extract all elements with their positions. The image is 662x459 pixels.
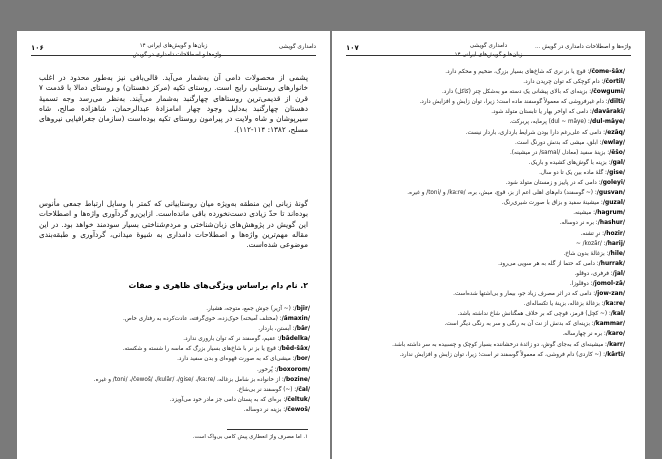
- entry-definition: (مختلف آمیخته) خوک‌زده، خوی‌گرفته، عادت‌کرده به رفتاری خاص.: [123, 316, 278, 323]
- list-item: /čewoš/: بزینه نر دوساله.: [243, 406, 310, 413]
- entry-definition: (~) گوسفند نر بی‌شاخ.: [236, 386, 293, 393]
- entry-definition: بزینه‌ای که بدنش از نت آن به رنگی و سر به رنگی دیگر است.: [444, 321, 590, 328]
- entry-term: /dul-māye/: [589, 119, 625, 126]
- entry-definition: میشینه‌ای که به‌جای گوش، دو زائدهٔ درخشاننده بسیار کوچک و چسبیده به سر داشته باشد.: [392, 341, 604, 348]
- entry-term: /hozir/: [604, 230, 625, 237]
- entry-definition: بزینهٔ سفید (معادل /samal/ در میشینه).: [510, 149, 606, 156]
- list-item: /ezāq/: دامی که علی‌رغم دارا بودن شرایط بارداری، باردار نیست.: [465, 129, 625, 136]
- page-header: [346, 41, 631, 65]
- entry-definition: ابلق، میشی که بدنش دورنگ است.: [515, 139, 598, 146]
- entry-definition: بره‌ای که به پستان دامی جز مادر خود می‌آویزد.: [169, 396, 282, 403]
- entry-definition: فرفری، دوقلو.: [574, 270, 609, 277]
- footnote-rule: [227, 429, 308, 430]
- list-item: /harij/: /kozăr/ ~: [576, 240, 625, 247]
- list-item: /gal/: بزینه با گوش‌های کشیده و باریک.: [528, 159, 625, 166]
- entry-list: [35, 304, 310, 415]
- left-page: [17, 31, 330, 459]
- entry-definition: میشینهٔ سفید و بزاق با صورت شیری‌رنگ.: [501, 200, 600, 207]
- entry-definition: دامی که حتما از گله به هر سویی می‌رود.: [498, 260, 595, 267]
- entry-definition: میشینه.: [573, 210, 592, 217]
- header-title: دامداری گویشی: [469, 43, 508, 49]
- body-paragraph: پشمی از محصولات دامی آن به‌شمار می‌آید. قالی‌بافی نیز به‌طور محدود در اغلب خانوارهای روستایی رایج است. روستای تکیه (مرکز دهستان) و روستای دمالا با قدمت ۷ قرن از قدیمی‌ترین روستاهای چهارگنبد به‌شمار می‌آیند. به‌نظر می‌رسد وجه تسمیهٔ دهستان چهارگنبد به‌دلیل وجود چهار امامزادهٔ عبدالرحمان، شاهزاده صالح، شاه سیرپوشان و شاه ولایت در پیرامون روستای تکیه بوده‌است (سازمان جغرافیایی نیروهای مسلح، ۱۳۸۲: ۱۱۴-۱۱۲).: [39, 73, 308, 134]
- entry-definition: بره نر چهارساله.: [562, 331, 603, 338]
- list-item: /kammar/: بزینه‌ای که بدنش از نت آن به رنگی و سر به رنگی دیگر است.: [444, 321, 625, 328]
- entry-definition: بره نر دوساله.: [559, 220, 594, 227]
- entry-term: /guzal/: [602, 200, 625, 207]
- entry-term: /čome-šāx/: [589, 69, 625, 75]
- entry-definition: عقیم، گوسفند نر که توان باروری ندارد.: [183, 336, 276, 343]
- entry-definition: پُرخور.: [257, 366, 273, 373]
- entry-definition: نرِ تشنه.: [580, 230, 601, 237]
- entry-term: /čowgumi/: [591, 89, 625, 96]
- entry-term: /ămaxin/: [281, 316, 310, 323]
- list-item: /čowgumi/: بزینه‌ای که بالای پیشانی یک دسته مو به‌شکل چتر (کاکل) دارد.: [441, 89, 625, 96]
- entry-term: /boxorom/: [276, 366, 310, 373]
- header-section: واژه‌ها و اصطلاحات دامداری در گویش ...: [535, 44, 631, 50]
- header-subtitle: زبان‌ها و گویش‌های ایرانی ۱۴: [454, 52, 523, 58]
- list-item: /goleyi/: دامی که در پاییز و زمستان متولد شود.: [505, 180, 625, 187]
- list-item: /jomol-zā/: دوقلوزا.: [569, 280, 625, 287]
- list-item: /hagrum/: میشینه.: [573, 210, 625, 217]
- header-section: دامداری گویشی: [278, 44, 316, 50]
- entry-term: /čewoš/: [285, 406, 310, 413]
- list-item: /ewlay/: ابلق، میشی که بدنش دورنگ است.: [515, 139, 625, 146]
- list-item: /čortil/: دام کوچکی که توان چریدن دارد.: [523, 79, 625, 86]
- entry-term: /karr/: [606, 341, 625, 348]
- entry-definition: قوچ یا بز نر با شاخ‌های بسیار بزرگ که ماسه را شسته و شکسته.: [122, 346, 276, 353]
- entry-term: /čeltuk/: [285, 396, 310, 403]
- entry-term: /goleyi/: [600, 180, 625, 187]
- header-rule: [346, 55, 631, 56]
- entry-term: /davāraki/: [591, 109, 625, 116]
- entry-definition: بزینه نر دوساله.: [243, 406, 282, 413]
- list-item: /čeltuk/: بره‌ای که به پستان دامی جز مادر خود می‌آویزد.: [169, 396, 310, 403]
- list-item: /hile/: بزغالهٔ بدون شاخ.: [563, 250, 625, 257]
- entry-term: /jal/: [612, 270, 625, 277]
- list-item: /bādelka/: عقیم، گوسفند نر که توان باروری ندارد.: [183, 336, 310, 343]
- list-item: /jal/: فرفری، دوقلو.: [574, 270, 625, 277]
- list-item: /ămaxin/: (مختلف آمیخته) خوک‌زده، خوی‌گرفته، عادت‌کرده به رفتاری خاص.: [123, 316, 310, 323]
- list-item: /karr/: میشینه‌ای که به‌جای گوش، دو زائدهٔ درخشاننده بسیار کوچک و چسبیده به سر داشته باشد.: [392, 341, 625, 348]
- entry-definition: بزینه‌ای که بالای پیشانی یک دسته مو به‌شکل چتر (کاکل) دارد.: [441, 89, 588, 96]
- entry-term: /kārti/: [605, 351, 625, 358]
- list-item: /hashur/: بره نر دوساله.: [559, 220, 625, 227]
- page-number: ۱۰۷: [346, 44, 359, 52]
- entry-term: /bēd-šāx/: [279, 346, 310, 353]
- list-item: /guzal/: میشینهٔ سفید و بزاق با صورت شیری‌رنگ.: [501, 200, 625, 207]
- entry-definition: میشی‌ای که به صورت قهوه‌ای و بدن سفید دارد.: [177, 356, 291, 363]
- entry-definition: (~ گوسفند) دام‌های اهلی اعم از بز، قوچ، میش، بره، /ka:re/ و /toni/ و غیره.: [407, 190, 594, 197]
- entry-term: /čortil/: [603, 79, 625, 86]
- list-item: /dul-māye/: (dul ~ māye) پرمایه، پربرکت.: [509, 119, 625, 126]
- entry-term: /jomol-zā/: [592, 280, 625, 287]
- list-item: /hozir/: نرِ تشنه.: [580, 230, 625, 237]
- entry-term: /bor/: [294, 356, 310, 363]
- entry-term: /gusvan/: [596, 190, 625, 197]
- entry-definition: دامی که اواخر بهار یا تابستان متولد شود.: [491, 109, 589, 116]
- entry-term: /bār/: [294, 326, 310, 333]
- entry-term: /bādelka/: [279, 336, 310, 343]
- entry-term: /harij/: [605, 240, 625, 247]
- entry-term: /čal/: [296, 386, 310, 393]
- list-item: /bor/: میشی‌ای که به صورت قهوه‌ای و بدن سفید دارد.: [177, 356, 310, 363]
- header-rule: [31, 55, 316, 56]
- list-item: /davāraki/: دامی که اواخر بهار یا تابستان متولد شود.: [491, 109, 625, 116]
- list-item: /gise/: گلهٔ ماده بین یک تا دو سال.: [539, 169, 625, 176]
- entry-definition: دامی که در اثر مصرف زیاد جو، بیمار و بی‌اشتها شده‌است.: [453, 291, 592, 298]
- entry-definition: بزینه با گوش‌های کشیده و باریک.: [528, 159, 607, 166]
- list-item: /ěšo/: بزینهٔ سفید (معادل /samal/ در میشینه).: [510, 149, 625, 156]
- entry-term: /bozine/: [283, 376, 310, 383]
- entry-definition: دامی که علی‌رغم دارا بودن شرایط بارداری، باردار نیست.: [465, 129, 602, 136]
- entry-term: /hurrak/: [598, 260, 625, 267]
- entry-definition: دوقلوزا.: [569, 280, 589, 287]
- entry-term: /dilti/: [607, 99, 625, 106]
- entry-term: /karo/: [605, 331, 625, 338]
- entry-definition: دام کوچکی که توان چریدن دارد.: [523, 79, 600, 86]
- entry-term: /ewlay/: [601, 139, 625, 146]
- page-header: [31, 41, 316, 65]
- entry-definition: (~ کچل) قرمز، قوچی که بر خلاف همگنانش شاخ نداشته باشد.: [457, 311, 608, 318]
- entry-definition: از خانواده بز شامل بزغاله، /toni/ ،/čewoš/ ،/kulăr/ ،/gise/ ،/ka:re/ و غیره.: [93, 376, 281, 383]
- entry-term: /hagrum/: [595, 210, 625, 217]
- entry-term: /gal/: [610, 159, 625, 166]
- list-item: /karo/: بره نر چهارساله.: [562, 331, 625, 338]
- entry-definition: بزغالهٔ بدون شاخ.: [563, 250, 605, 257]
- entry-term: /kammar/: [593, 321, 625, 328]
- entry-definition: دامی که در پاییز و زمستان متولد شود.: [505, 180, 597, 187]
- header-subtitle: واژه‌ها و اصطلاحات دامداری در گویش ...: [125, 52, 222, 58]
- entry-term: /gise/: [606, 169, 625, 176]
- entry-definition: گلهٔ ماده بین یک تا دو سال.: [539, 169, 604, 176]
- entry-list: [350, 67, 625, 360]
- entry-definition: (~ کاردی) دام فروشی، که معمولاً گوسفند نر است؛ زیرا، توان زایش و افزایش ندارد.: [399, 351, 602, 358]
- entry-definition: قوچ یا بز نری که شاخ‌های بسیار بزرگ، ضخیم و محکم دارد.: [445, 69, 586, 75]
- right-page: [332, 31, 645, 459]
- list-item: /bozine/: از خانواده بز شامل بزغاله، /toni/ ،/čewoš/ ،/kulăr/ ،/gise/ ،/ka:re/ و غیره.: [93, 376, 310, 383]
- list-item: /čome-šāx/: قوچ یا بز نری که شاخ‌های بسیار بزرگ، ضخیم و محکم دارد.: [445, 69, 625, 75]
- entry-definition: (dul ~ māye) پرمایه، پربرکت.: [509, 119, 587, 126]
- entry-definition: /kozăr/ ~: [576, 240, 602, 247]
- list-item: /bjir/: (~ آژیر) جوش جمع، متوجه، هشیار.: [206, 306, 310, 312]
- list-item: /bēd-šāx/: قوچ یا بز نر با شاخ‌های بسیار بزرگ که ماسه را شسته و شکسته.: [122, 346, 310, 353]
- list-item: /boxorom/: پُرخور.: [257, 366, 310, 373]
- list-item: /dilti/: دام غیرفروشی که معمولاً گوسفند ماده است؛ زیرا، توان زایش و افزایش دارد.: [419, 99, 625, 106]
- footnote: ۱. اما مصرف واژ انعطاری پیش کامی بی‌واک است.: [192, 434, 308, 440]
- entry-term: /hashur/: [597, 220, 625, 227]
- header-title: زبان‌ها و گویش‌های ایرانی ۱۴: [139, 43, 208, 49]
- entry-definition: آبستن، باردار.: [258, 326, 291, 333]
- entry-term: /ěšo/: [609, 149, 625, 156]
- entry-term: /bjir/: [294, 306, 310, 312]
- entry-term: /jow-zan/: [595, 291, 625, 298]
- entry-definition: دام غیرفروشی که معمولاً گوسفند ماده است؛ زیرا، توان زایش و افزایش دارد.: [419, 99, 604, 106]
- entry-term: /hile/: [608, 250, 625, 257]
- list-item: /hurrak/: دامی که حتما از گله به هر سویی می‌رود.: [498, 260, 625, 267]
- entry-term: /ezāq/: [605, 129, 625, 136]
- entry-definition: (~ آژیر) جوش جمع، متوجه، هشیار.: [206, 306, 291, 312]
- list-item: /gusvan/: (~ گوسفند) دام‌های اهلی اعم از بز، قوچ، میش، بره، /ka:re/ و /toni/ و غیره.: [407, 190, 625, 197]
- list-item: /kal/: (~ کچل) قرمز، قوچی که بر خلاف همگنانش شاخ نداشته باشد.: [457, 311, 625, 318]
- list-item: /bār/: آبستن، باردار.: [258, 326, 310, 333]
- list-item: /ka:re/: بزغالهٔ بزغاله، بزینهٔ یا تکساله‌ای.: [523, 301, 625, 308]
- list-item: /kārti/: (~ کاردی) دام فروشی، که معمولاً گوسفند نر است؛ زیرا، توان زایش و افزایش ندارد.: [399, 351, 625, 358]
- page-number: ۱۰۶: [31, 44, 44, 52]
- section-heading: ۲. نام دام براساس ویژگی‌های ظاهری و صفات: [128, 281, 308, 290]
- body-paragraph: گونهٔ زبانی این منطقه به‌ویژه میان روستاییانی که کمتر با وسایل ارتباط جمعی مأنوس بوده‌اند تا حدّ زیادی دست‌نخورده باقی مانده‌است. ازاین‌رو گردآوری واژه‌ها و اصطلاحات این گویش در پژوهش‌های زبان‌شناختی و مردم‌شناختی بسیار سودمند خواهد بود. در این مقاله مهم‌ترین واژه‌ها و اصطلاحات دامداری به شیوهٔ میدانی، گردآوری و طبقه‌بندی موضوعی شده‌است.: [39, 199, 308, 250]
- entry-term: /kal/: [610, 311, 625, 318]
- list-item: /jow-zan/: دامی که در اثر مصرف زیاد جو، بیمار و بی‌اشتها شده‌است.: [453, 291, 625, 298]
- entry-definition: بزغالهٔ بزغاله، بزینهٔ یا تکساله‌ای.: [523, 301, 600, 308]
- list-item: /čal/: (~) گوسفند نر بی‌شاخ.: [236, 386, 310, 393]
- entry-term: /ka:re/: [603, 301, 625, 308]
